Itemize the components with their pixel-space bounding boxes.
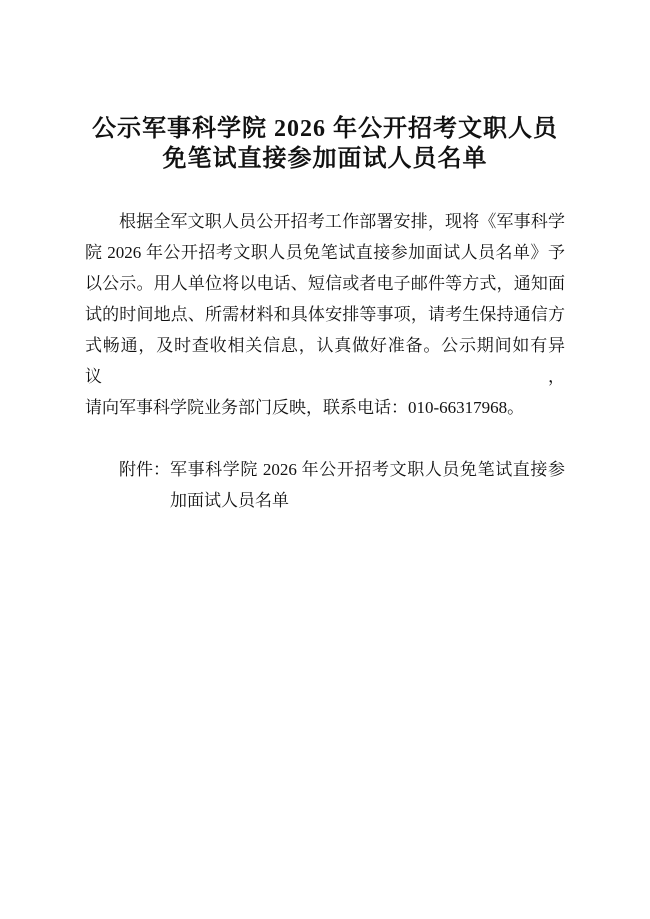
- attachment-content: [170, 454, 565, 516]
- paragraph-line: 试的时间地点、所需材料和具体安排等事项，请考生保持通信方: [85, 305, 565, 324]
- paragraph-line: 式畅通，及时查收相关信息，认真做好准备。公示期间如有异议，: [85, 336, 565, 386]
- attachment-label: 附件：: [119, 460, 170, 479]
- attachment-line: 加面试人员名单: [170, 491, 289, 510]
- paragraph-line: 院 2026 年公开招考文职人员免笔试直接参加面试人员名单》予: [85, 243, 565, 262]
- title-line-1: 公示军事科学院 2026 年公开招考文职人员: [92, 116, 558, 142]
- document-title: [85, 114, 565, 174]
- title-line-2: 免笔试直接参加面试人员名单: [162, 146, 488, 172]
- paragraph-line: 请向军事科学院业务部门反映，联系电话：010-66317968。: [85, 398, 525, 417]
- attachment-note: [85, 454, 565, 516]
- attachment-line: 军事科学院 2026 年公开招考文职人员免笔试直接参: [170, 460, 565, 479]
- body-paragraph: [85, 206, 565, 423]
- paragraph-line: 以公示。用人单位将以电话、短信或者电子邮件等方式，通知面: [85, 274, 565, 293]
- paragraph-line: 根据全军文职人员公开招考工作部署安排，现将《军事科学: [119, 212, 565, 231]
